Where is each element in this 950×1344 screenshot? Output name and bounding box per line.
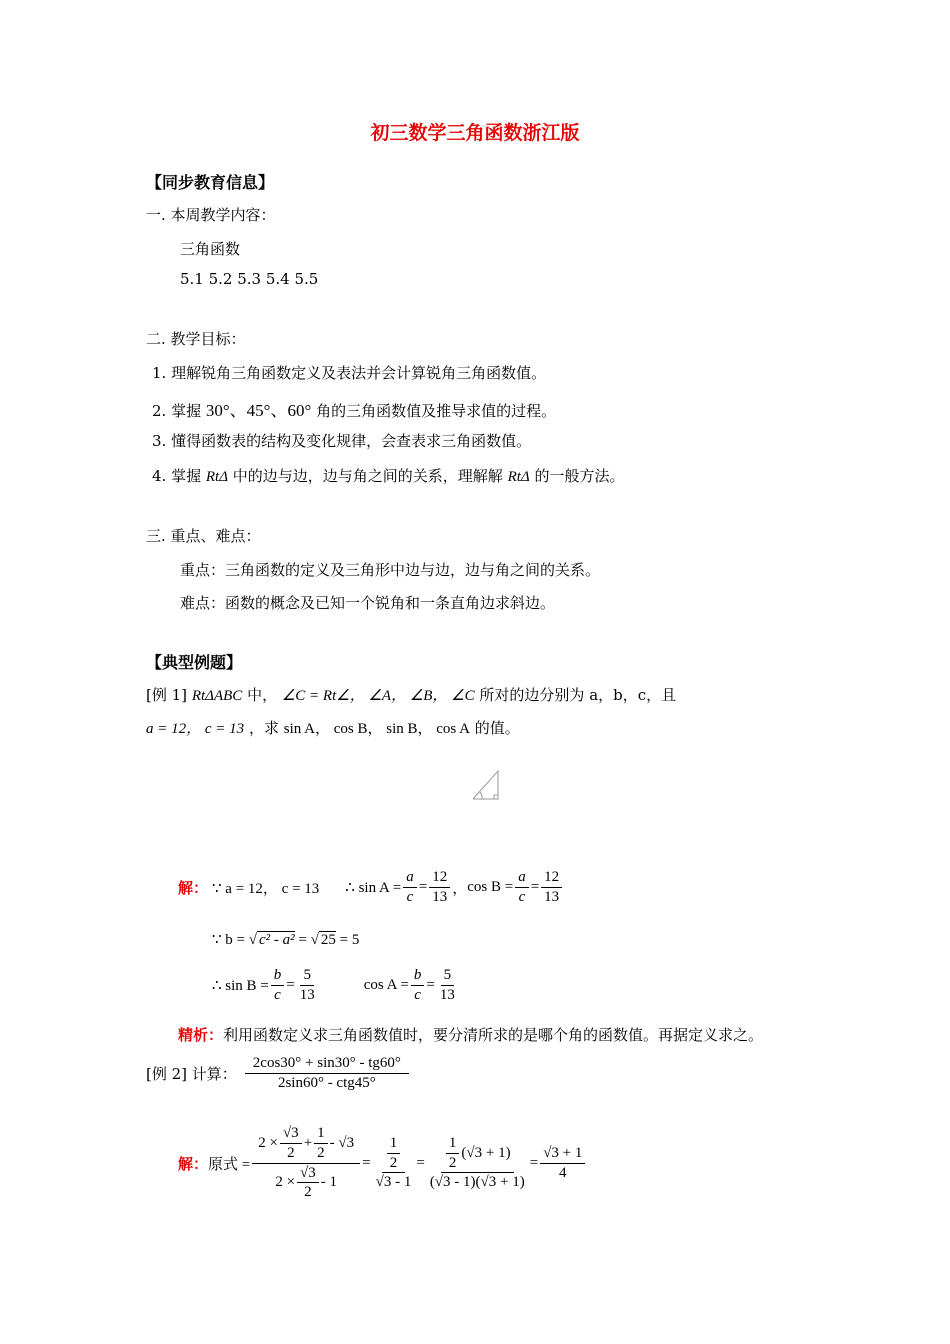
part2-heading: 二. 教学目标： <box>146 330 246 348</box>
goal-4-suffix: 的一般方法。 <box>534 467 625 485</box>
ex1-text4: 的值。 <box>474 719 520 737</box>
part3-heading: 三. 重点、难点： <box>146 527 261 545</box>
therefore-sin-a: ∴ sin A = <box>345 879 402 896</box>
ex1-text1: 中， <box>247 686 278 704</box>
ex1-text3: ，求 <box>248 719 279 737</box>
page-title: 初三数学三角函数浙江版 <box>370 122 580 144</box>
goal-2 <box>152 396 556 421</box>
step-2-fraction: $\frac{\frac{1}{2}}{√3 - 1}$ <box>375 1134 412 1191</box>
key-point: 重点：三角函数的定义及三角形中边与边，边与角之间的关系。 <box>180 561 601 579</box>
fraction-b-over-c-2: $\frac{b}{c}$ <box>411 966 425 1005</box>
part1-heading: 一. 本周教学内容： <box>146 206 276 224</box>
fraction-b-over-c: $\frac{b}{c}$ <box>271 966 285 1005</box>
radical-25: 25 <box>320 932 336 948</box>
fraction-5-over-13: $\frac{5}{13}$ <box>299 967 315 1003</box>
fraction-12-over-13: $\frac{12}{13}$ <box>429 868 450 907</box>
solution-1-line-2: ∵ b = √ c² - a² = √ 25 = 5 <box>212 932 360 948</box>
analysis-line <box>178 1024 763 1045</box>
original-expr-label: 原式 = <box>208 1156 251 1173</box>
difficult-point: 难点：函数的概念及已知一个锐角和一条直角边求斜边。 <box>180 594 556 612</box>
goal-2-suffix: 角的三角函数值及推导求值的过程。 <box>316 402 557 420</box>
analysis-label: 精析： <box>178 1026 224 1044</box>
fraction-a-over-c-2: $\frac{a}{c}$ <box>515 868 529 907</box>
ex1-given: a = 12， c = 13 <box>146 721 245 737</box>
triangle-figure <box>470 768 502 802</box>
example-1-statement-line1 <box>146 684 676 705</box>
goal-4-rt2: RtΔ <box>507 469 530 485</box>
ex1-ask: sin A， cos B， sin B， cos A <box>283 721 471 737</box>
goal-1: 1. 理解锐角三角函数定义及表法并会计算锐角三角函数值。 <box>152 364 547 382</box>
goal-4-rt1: RtΔ <box>205 469 229 485</box>
goal-4-prefix: 4. 掌握 <box>152 467 202 485</box>
solution-1-line-3: ∴ sin B = $\frac{b}{c}$ = $\frac{5}{13}$ cos A = $\frac{b}{c}$ = $\frac{5}{13}$ <box>212 966 460 1005</box>
fraction-5-over-13-2: $\frac{5}{13}$ <box>439 967 455 1003</box>
example-1-label: [例 1] <box>146 686 188 704</box>
example-2-expression: $\frac{2\cos 30^\circ + \sin 30^\circ - tg60^\circ}{\text{2sin60° - ctg45°}}$ <box>245 1054 409 1093</box>
because-given: ∵ a = 12， c = 13 <box>212 880 320 897</box>
part1-sections: 5.1 5.2 5.3 5.4 5.5 <box>180 270 319 288</box>
solution-2-label: 解： <box>178 1156 209 1173</box>
example-2-label: [例 2] 计算： <box>146 1064 237 1083</box>
cos-b: cos B = <box>467 878 514 895</box>
ex1-condition: ∠C = Rt∠， ∠A， ∠B， ∠C <box>281 688 475 704</box>
fraction-12-over-13-2: $\frac{12}{13}$ <box>541 868 562 907</box>
example-2-statement <box>146 1054 411 1093</box>
step-1-fraction: 2 × $\frac{√3}{2}$ + $\frac{1}{2}$ - √3 2 × $\frac{√3}{2}$ - 1 <box>252 1124 360 1202</box>
solution-1-label: 解： <box>178 878 209 897</box>
analysis-text: 利用函数定义求三角函数值时，要分清所求的是哪个角的函数值。再据定义求之。 <box>223 1026 764 1044</box>
step-3-fraction: $\frac{1}{2}$ (√3 + 1) (√3 - 1)(√3 + 1) <box>429 1134 525 1191</box>
goal-4-mid: 中的边与边，边与角之间的关系，理解解 <box>232 467 503 485</box>
solution-1-line-1: 解： ∵ a = 12， c = 13 ∴ sin A = $\frac{a}{c}$ = $\frac{12}{13}$ ， cos B = $\frac{a}{c}$ = $\frac{12}{13}$ <box>178 868 564 907</box>
sync-info-header: 【同步教育信息】 <box>146 173 275 192</box>
goal-2-angles: 30°、45°、60° <box>205 401 312 420</box>
ex1-text2: 所对的边分别为 a，b，c，且 <box>479 686 677 704</box>
examples-header: 【典型例题】 <box>146 653 243 672</box>
solution-2: 解： 原式 = 2 × $\frac{√3}{2}$ + $\frac{1}{2}$ - √3 2 × $\frac{√3}{2}$ - 1 = $\frac{\frac{1}{2}}{√3 - 1}$ = $\frac{1}{2}$ (√3 + 1) (√3 - 1)(√3 + 1) = $\frac{√3 + 1}{4}$ <box>178 1124 587 1202</box>
step-4-fraction: $\frac{√3 + 1}{4}$ <box>540 1144 585 1183</box>
goal-2-prefix: 2. 掌握 <box>152 402 202 420</box>
fraction-a-over-c: $\frac{a}{c}$ <box>403 868 417 907</box>
goal-4 <box>152 465 625 486</box>
triangle-name: RtΔABC <box>191 688 243 704</box>
example-1-statement-line2 <box>146 717 520 738</box>
part1-topic: 三角函数 <box>180 240 241 258</box>
radical-c2-a2: c² - a² <box>259 932 295 948</box>
goal-3: 3. 懂得函数表的结构及变化规律，会查表求三角函数值。 <box>152 432 532 450</box>
